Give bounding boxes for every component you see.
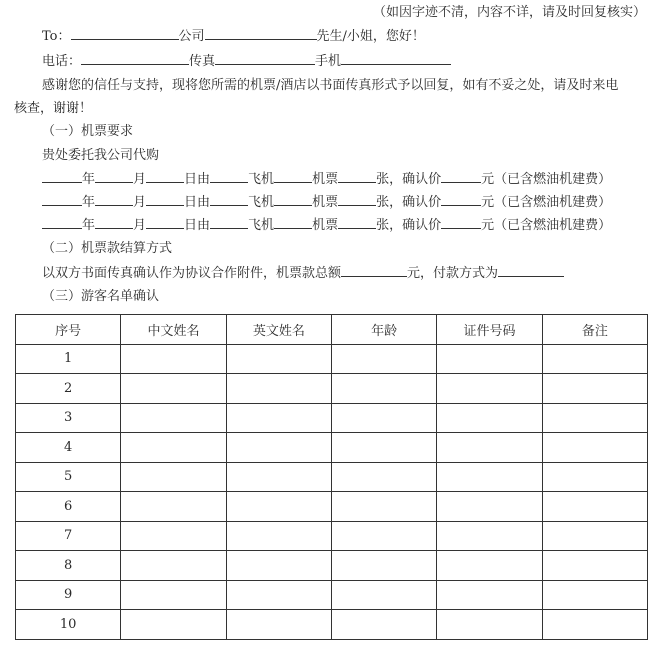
chinese-name-cell[interactable] <box>121 521 226 551</box>
total-amount-blank[interactable] <box>341 264 407 277</box>
age-cell[interactable] <box>331 433 436 463</box>
table-row <box>16 433 648 463</box>
remarks-cell[interactable] <box>542 492 647 522</box>
english-name-cell[interactable] <box>226 462 331 492</box>
section-settlement-heading: （二）机票款结算方式 <box>42 241 173 256</box>
company-blank[interactable] <box>71 27 179 40</box>
month-blank[interactable] <box>95 170 133 183</box>
month-blank[interactable] <box>95 193 133 206</box>
company-label: 公司 <box>178 29 205 44</box>
destination-blank[interactable] <box>274 193 312 206</box>
col-header-age: 年龄 <box>331 315 436 345</box>
age-cell[interactable] <box>331 374 436 404</box>
chinese-name-cell[interactable] <box>121 492 226 522</box>
mobile-label: 手机 <box>315 54 342 69</box>
day-blank[interactable] <box>146 216 184 229</box>
age-cell[interactable] <box>331 580 436 610</box>
remarks-cell[interactable] <box>542 462 647 492</box>
section-ticket-heading: （一）机票要求 <box>42 124 134 139</box>
table-row <box>16 521 648 551</box>
price-blank[interactable] <box>441 216 481 229</box>
chinese-name-cell[interactable] <box>121 551 226 581</box>
year-blank[interactable] <box>42 216 82 229</box>
row-index: 10 <box>16 610 121 640</box>
remarks-cell[interactable] <box>542 403 647 433</box>
fax-blank[interactable] <box>215 52 315 65</box>
col-header-english-name: 英文姓名 <box>226 315 331 345</box>
age-cell[interactable] <box>331 610 436 640</box>
origin-blank[interactable] <box>210 193 248 206</box>
age-cell[interactable] <box>331 551 436 581</box>
intro-paragraph: 感谢您的信任与支持，现将您所需的机票/酒店以书面传真形式予以回复，如有不妥之处，请及时来电 <box>42 78 619 93</box>
remarks-cell[interactable] <box>542 580 647 610</box>
count-blank[interactable] <box>338 170 376 183</box>
remarks-cell[interactable] <box>542 551 647 581</box>
header-note: （如因字迹不清，内容不详，请及时回复核实） <box>372 5 646 20</box>
count-blank[interactable] <box>338 193 376 206</box>
destination-blank[interactable] <box>274 216 312 229</box>
id-number-cell[interactable] <box>437 403 542 433</box>
remarks-cell[interactable] <box>542 433 647 463</box>
chinese-name-cell[interactable] <box>121 462 226 492</box>
row-index: 4 <box>16 433 121 463</box>
col-header-chinese-name: 中文姓名 <box>121 315 226 345</box>
table-row <box>16 403 648 433</box>
count-price-label: 张，确认价 <box>376 172 442 187</box>
age-cell[interactable] <box>331 492 436 522</box>
price-blank[interactable] <box>441 170 481 183</box>
ticket-label: 机票 <box>312 195 339 210</box>
yuan-label: 元（已含燃油机建费） <box>481 195 612 210</box>
english-name-cell[interactable] <box>226 374 331 404</box>
to-label: To： <box>42 29 71 44</box>
row-index: 2 <box>16 374 121 404</box>
day-from-label: 日由 <box>184 172 211 187</box>
english-name-cell[interactable] <box>226 403 331 433</box>
id-number-cell[interactable] <box>437 551 542 581</box>
fax-label: 传真 <box>189 54 216 69</box>
day-from-label: 日由 <box>184 195 211 210</box>
id-number-cell[interactable] <box>437 344 542 374</box>
chinese-name-cell[interactable] <box>121 344 226 374</box>
ticket-row-2 <box>42 193 611 212</box>
id-number-cell[interactable] <box>437 580 542 610</box>
intro-paragraph-cont: 核查，谢谢！ <box>14 101 93 116</box>
row-index: 3 <box>16 403 121 433</box>
row-index: 9 <box>16 580 121 610</box>
fly-label: 飞机 <box>248 218 275 233</box>
id-number-cell[interactable] <box>437 610 542 640</box>
fly-label: 飞机 <box>248 195 275 210</box>
english-name-cell[interactable] <box>226 433 331 463</box>
english-name-cell[interactable] <box>226 344 331 374</box>
count-blank[interactable] <box>338 216 376 229</box>
english-name-cell[interactable] <box>226 492 331 522</box>
age-cell[interactable] <box>331 462 436 492</box>
english-name-cell[interactable] <box>226 610 331 640</box>
guest-list-table <box>15 314 648 640</box>
contact-line <box>42 52 451 71</box>
id-number-cell[interactable] <box>437 521 542 551</box>
remarks-cell[interactable] <box>542 521 647 551</box>
row-index: 7 <box>16 521 121 551</box>
age-cell[interactable] <box>331 344 436 374</box>
table-row <box>16 492 648 522</box>
table-row <box>16 374 648 404</box>
table-row <box>16 551 648 581</box>
english-name-cell[interactable] <box>226 580 331 610</box>
month-label: 月 <box>133 172 147 187</box>
mobile-blank[interactable] <box>341 52 451 65</box>
remarks-cell[interactable] <box>542 344 647 374</box>
id-number-cell[interactable] <box>437 433 542 463</box>
id-number-cell[interactable] <box>437 374 542 404</box>
settlement-line <box>42 264 564 283</box>
table-row <box>16 610 648 640</box>
remarks-cell[interactable] <box>542 610 647 640</box>
row-index: 8 <box>16 551 121 581</box>
age-cell[interactable] <box>331 403 436 433</box>
section-guest-list-heading: （三）游客名单确认 <box>42 289 160 304</box>
entrust-line: 贵处委托我公司代购 <box>42 148 160 163</box>
row-index: 5 <box>16 462 121 492</box>
table-header-row <box>16 315 648 345</box>
table-row <box>16 462 648 492</box>
row-index: 6 <box>16 492 121 522</box>
destination-blank[interactable] <box>274 170 312 183</box>
year-label: 年 <box>82 195 96 210</box>
chinese-name-cell[interactable] <box>121 403 226 433</box>
row-index: 1 <box>16 344 121 374</box>
id-number-cell[interactable] <box>437 492 542 522</box>
ticket-row-1 <box>42 170 611 189</box>
chinese-name-cell[interactable] <box>121 610 226 640</box>
ticket-label: 机票 <box>312 218 339 233</box>
month-blank[interactable] <box>95 216 133 229</box>
chinese-name-cell[interactable] <box>121 374 226 404</box>
english-name-cell[interactable] <box>226 521 331 551</box>
settlement-text: 以双方书面传真确认作为协议合作附件，机票款总额 <box>42 266 342 281</box>
count-price-label: 张，确认价 <box>376 195 442 210</box>
age-cell[interactable] <box>331 521 436 551</box>
origin-blank[interactable] <box>210 170 248 183</box>
col-header-remarks: 备注 <box>542 315 647 345</box>
year-blank[interactable] <box>42 193 82 206</box>
year-label: 年 <box>82 172 96 187</box>
name-blank[interactable] <box>205 27 317 40</box>
recipient-line <box>42 27 425 46</box>
id-number-cell[interactable] <box>437 462 542 492</box>
col-header-id-number: 证件号码 <box>437 315 542 345</box>
remarks-cell[interactable] <box>542 374 647 404</box>
yuan-label: 元（已含燃油机建费） <box>481 172 612 187</box>
origin-blank[interactable] <box>210 216 248 229</box>
phone-blank[interactable] <box>81 52 189 65</box>
english-name-cell[interactable] <box>226 551 331 581</box>
ticket-row-3 <box>42 216 611 235</box>
month-label: 月 <box>133 218 147 233</box>
ticket-label: 机票 <box>312 172 339 187</box>
day-from-label: 日由 <box>184 218 211 233</box>
chinese-name-cell[interactable] <box>121 433 226 463</box>
count-price-label: 张，确认价 <box>376 218 442 233</box>
chinese-name-cell[interactable] <box>121 580 226 610</box>
payment-method-label: 元，付款方式为 <box>407 266 499 281</box>
year-blank[interactable] <box>42 170 82 183</box>
table-row <box>16 344 648 374</box>
table-row <box>16 580 648 610</box>
yuan-label: 元（已含燃油机建费） <box>481 218 612 233</box>
col-header-index: 序号 <box>16 315 121 345</box>
price-blank[interactable] <box>441 193 481 206</box>
day-blank[interactable] <box>146 193 184 206</box>
fly-label: 飞机 <box>248 172 275 187</box>
day-blank[interactable] <box>146 170 184 183</box>
month-label: 月 <box>133 195 147 210</box>
phone-label: 电话： <box>42 54 82 69</box>
year-label: 年 <box>82 218 96 233</box>
payment-method-blank[interactable] <box>498 264 564 277</box>
greeting-label: 先生/小姐，您好！ <box>316 29 425 44</box>
